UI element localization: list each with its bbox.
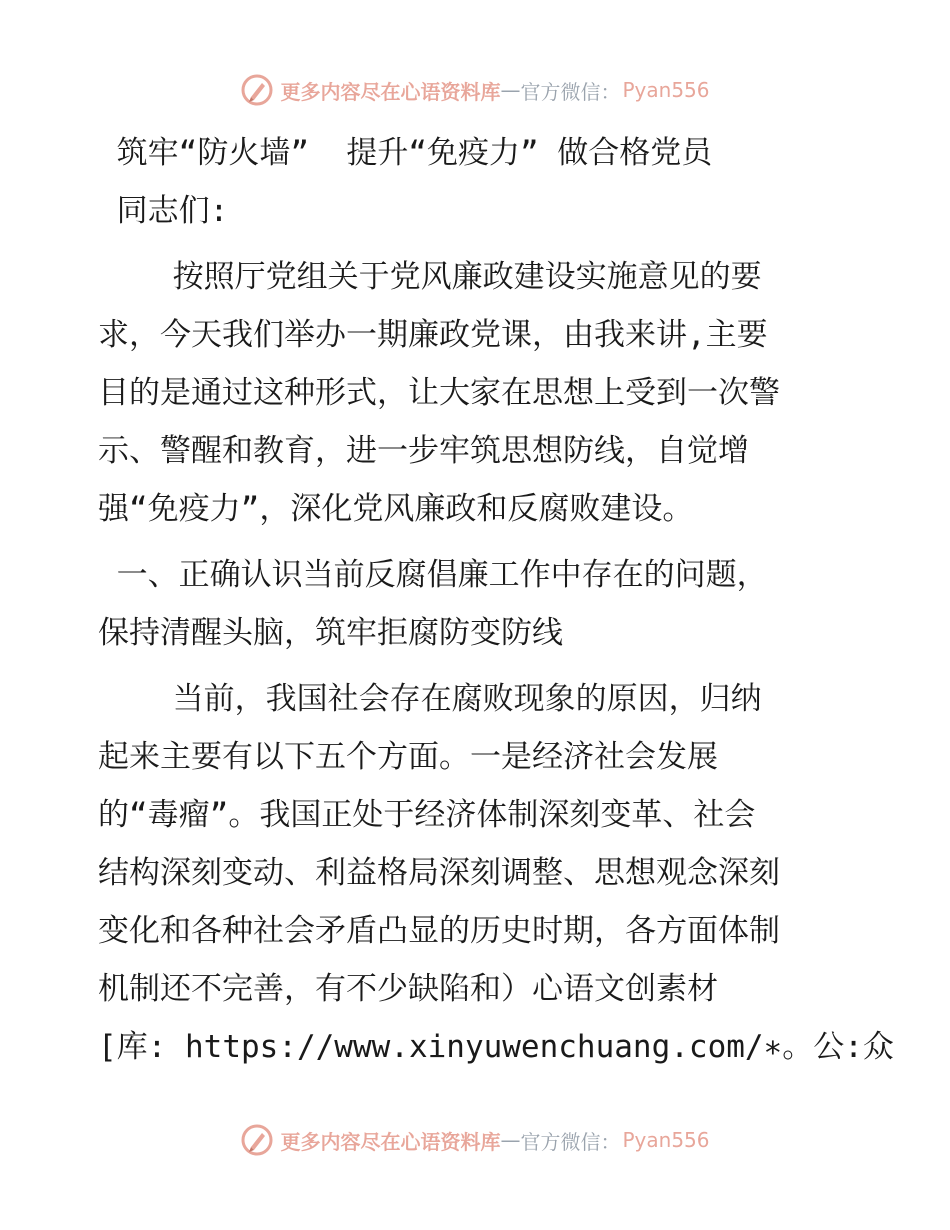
paragraph-line: 示、警醒和教育，进一步牢筑思想防线，自觉增 [98, 433, 749, 469]
paragraph-line: 起来主要有以下五个方面。一是经济社会发展 [98, 739, 718, 775]
header-watermark [0, 70, 950, 110]
watermark-wechat-id: Pyan556 [622, 78, 710, 102]
footer-watermark [0, 1120, 950, 1160]
watermark-wechat-label: 官方微信： [520, 79, 621, 104]
pen-logo-icon [240, 1123, 274, 1157]
watermark-main-text: 更多内容尽在心语资料库 [280, 79, 501, 104]
paragraph-line: 求，今天我们举办一期廉政党课，由我来讲,主要 [98, 317, 768, 353]
watermark-wechat-label: 官方微信： [520, 1129, 621, 1154]
watermark-main-text: 更多内容尽在心语资料库 [280, 1129, 501, 1154]
paragraph-line: 按照厅党组关于党风廉政建设实施意见的要 [98, 259, 762, 295]
paragraph-line: 强“免疫力”，深化党风廉政和反腐败建设。 [98, 491, 694, 527]
paragraph-line: 机制还不完善，有不少缺陷和）心语文创素材 [98, 971, 718, 1007]
paragraph-line: 变化和各种社会矛盾凸显的历史时期，各方面体制 [98, 913, 780, 949]
watermark-dash: — [500, 78, 521, 102]
paragraph-line: 当前，我国社会存在腐败现象的原因，归纳 [98, 681, 762, 717]
paragraph-line: 结构深刻变动、利益格局深刻调整、思想观念深刻 [98, 855, 780, 891]
paragraph-line: 目的是通过这种形式，让大家在思想上受到一次警 [98, 375, 780, 411]
section-heading: 保持清醒头脑，筑牢拒腐防变防线 [98, 615, 563, 651]
watermark-dash: — [500, 1128, 521, 1152]
greeting: 同志们: [98, 193, 229, 229]
pen-logo-icon [240, 73, 274, 107]
watermark-wechat-id: Pyan556 [622, 1128, 710, 1152]
section-heading: 一、正确认识当前反腐倡廉工作中存在的问题， [98, 557, 768, 593]
document-body [98, 124, 894, 1076]
paragraph-line: 的“毒瘤”。我国正处于经济体制深刻变革、社会 [98, 797, 756, 833]
document-title: 筑牢“防火墙” 提升“免疫力” 做合格党员 [98, 135, 713, 171]
paragraph-line: [库: https://www.xinyuwenchuang.com/∗。公:众 [98, 1029, 894, 1065]
